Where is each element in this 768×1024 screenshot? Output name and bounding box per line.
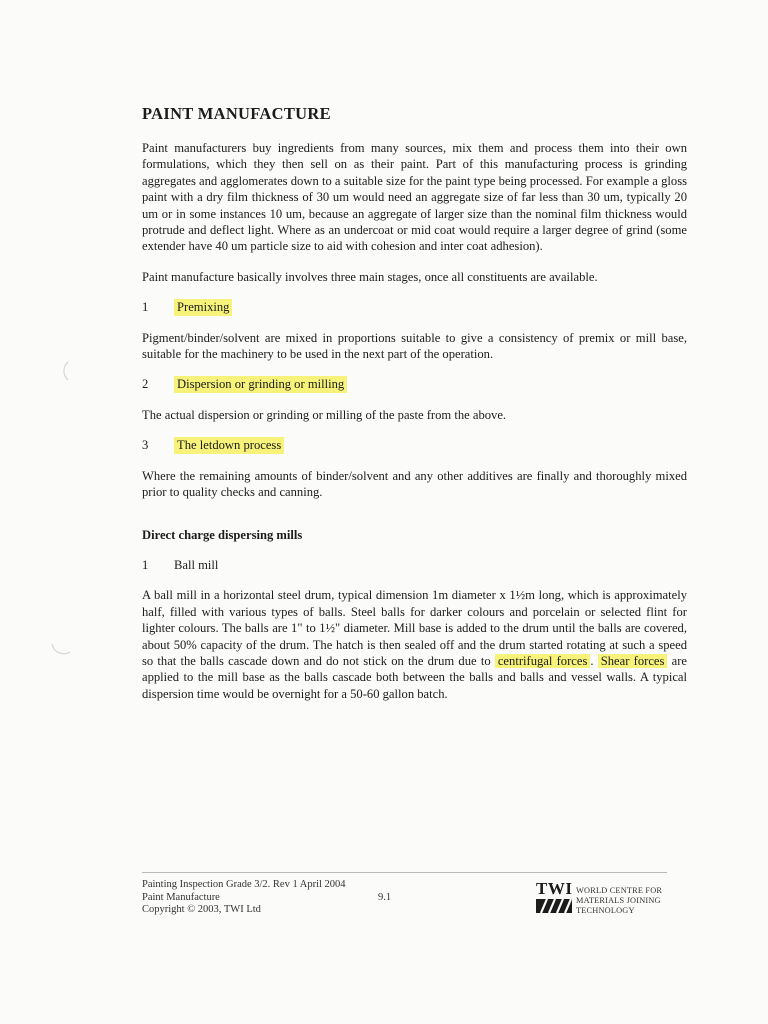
stage-number: 3	[142, 438, 149, 453]
page-footer	[142, 872, 667, 915]
stage-heading-premixing	[142, 299, 687, 315]
ball-mill-heading	[142, 557, 687, 573]
item-number: 1	[142, 557, 149, 572]
twi-logo-text: TWI	[536, 879, 573, 898]
punch-hole-mark	[48, 636, 72, 660]
document-body	[142, 104, 687, 702]
tagline-line: WORLD CENTRE FOR	[576, 886, 663, 895]
twi-logo	[536, 879, 676, 923]
ball-mill-paragraph	[142, 587, 687, 702]
stage-heading-dispersion	[142, 376, 687, 392]
page-title: PAINT MANUFACTURE	[142, 104, 331, 123]
stage-description: Where the remaining amounts of binder/solvent and any other additives are finally and thoroughly mixed prior to quality checks and canning.	[142, 468, 687, 500]
footer-meta	[142, 879, 346, 917]
stage-number: 1	[142, 300, 149, 315]
intro-paragraph: Paint manufacturers buy ingredients from many sources, mix them and process them into their own formulations, which they then sell on as their paint. Part of this manufacturing process is grinding aggregates and agglomerates down to a suitable size for the paint type being processed. For example a gloss paint with a dry film thickness of 30 um would need an aggregate size of far less than 30 um, typically 20 um or in some instances 10 um, because an aggregate of larger size than the nominal film thickness would protrude and deflect light. Where as an undercoat or mid coat would require a larger degree of grind (some extender have 40 um particle size to aid with cohesion and inter coat adhesion).	[142, 141, 687, 254]
footer-copyright: Copyright © 2003, TWI Ltd	[142, 904, 261, 915]
tagline-line: MATERIALS JOINING	[576, 896, 661, 905]
punch-hole-mark	[48, 358, 72, 382]
stage-description: The actual dispersion or grinding or milling of the paste from the above.	[142, 407, 507, 422]
stage-description: Pigment/binder/solvent are mixed in proportions suitable to give a consistency of premix or mill base, suitable for the machinery to be used in the next part of the operation.	[142, 330, 687, 362]
stage-heading-letdown	[142, 437, 687, 453]
text-run: A ball mill in a horizontal steel drum, typical dimension 1m diameter x 1½m long, which is approximately half, filled with various types of balls. Steel balls for darker colours and porcelain or selected flint for lighter colours. The balls are 1" to 1½" diameter. Mill base is added to the drum until the balls are covered, about 50% capacity of the drum. The hatch is then sealed off and the drum started rotating at such a speed so that the balls cascade down and do not stick on the drum due to	[142, 588, 687, 668]
stage-number: 2	[142, 377, 149, 392]
text-run: .	[590, 653, 598, 668]
footer-course: Painting Inspection Grade 3/2. Rev 1 April 2004	[142, 879, 346, 890]
page-number: 9.1	[378, 892, 392, 903]
stages-intro: Paint manufacture basically involves three main stages, once all constituents are available.	[142, 269, 598, 284]
footer-section: Paint Manufacture	[142, 891, 220, 903]
twi-tagline	[576, 886, 662, 916]
stage-title: The letdown process	[174, 437, 284, 453]
text-run: are applied to the mill base as the balls cascade both between the balls and balls and vessel walls. A typical dispersion time would be overnight for a 50-60 gallon batch.	[142, 653, 687, 701]
tagline-line: TECHNOLOGY	[576, 906, 635, 915]
twi-logo-bars-icon	[536, 899, 572, 913]
stage-title: Dispersion or grinding or milling	[174, 376, 347, 392]
item-title: Ball mill	[174, 557, 219, 572]
highlight-centrifugal-forces: centrifugal forces	[495, 654, 591, 668]
section-heading: Direct charge dispersing mills	[142, 527, 303, 542]
highlight-shear-forces: Shear forces	[598, 654, 668, 668]
stage-title: Premixing	[174, 299, 232, 315]
